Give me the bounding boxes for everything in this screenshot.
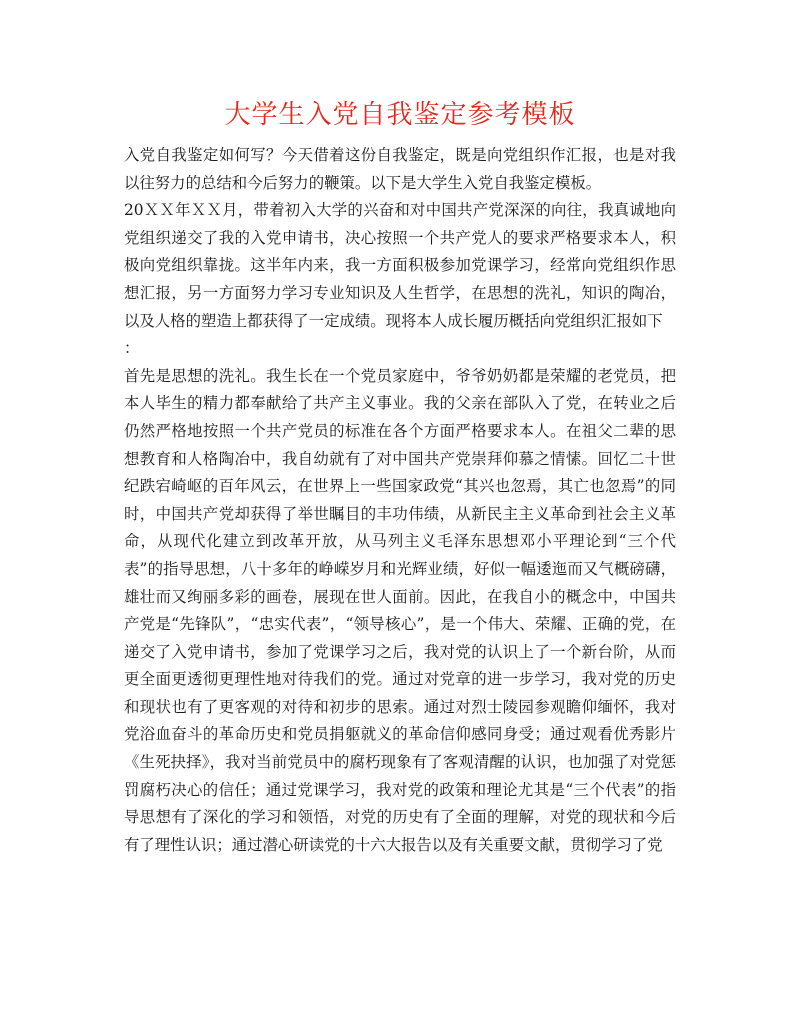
document-title: 大学生入党自我鉴定参考模板 bbox=[224, 100, 576, 130]
intro-paragraph: 入党自我鉴定如何写？今天借着这份自我鉴定，既是向党组织作汇报，也是对我以往努力的总结和今后努力的鞭策。以下是大学生入党自我鉴定模板。 bbox=[124, 146, 676, 192]
document-body bbox=[124, 142, 676, 859]
ideology-paragraph: 首先是思想的洗礼。我生长在一个党员家庭中，爷爷奶奶都是荣耀的老党员，把本人毕生的精力都奉献给了共产主义事业。我的父亲在部队入了党，在转业之后仍然严格地按照一个共产党员的标准在各个方面严格要求本人。在祖父二辈的思想教育和人格陶冶中，我自幼就有了对中国共产党崇拜仰慕之情愫。回忆二十世纪跌宕崎岖的百年风云，在世界上一些国家政党“其兴也忽焉，其亡也忽焉”的同时，中国共产党却获得了举世瞩目的丰功伟绩，从新民主主义革命到社会主义革命，从现代化建立到改革开放，从马列主义毛泽东思想邓小平理论到“三个代表”的指导思想，八十多年的峥嵘岁月和光辉业绩，好似一幅逶迤而又气概磅礴，雄壮而又绚丽多彩的画卷，展现在世人面前。因此，在我自小的概念中，中国共产党是“先锋队”，“忠实代表”，“领导核心”，是一个伟大、荣耀、正确的党，在递交了入党申请书，参加了党课学习之后，我对党的认识上了一个新台阶，从而更全面更透彻更理性地对待我们的党。通过对党章的进一步学习，我对党的历史和现状也有了更客观的对待和初步的思索。通过对烈士陵园参观瞻仰缅怀，我对党浴血奋斗的革命历史和党员捐躯就义的革命信仰感同身受；通过观看优秀影片《生死抉择》，我对当前党员中的腐朽现象有了客观清醒的认识，也加强了对党惩罚腐朽决心的信任；通过党课学习，我对党的政策和理论尤其是“三个代表”的指导思想有了深化的学习和领悟，对党的历史有了全面的理解，对党的现状和今后有了理性认识；通过潜心研读党的十六大报告以及有关重要文献，贯彻学习了党 bbox=[124, 366, 676, 854]
application-paragraph: 20ＸＸ年ＸＸ月，带着初入大学的兴奋和对中国共产党深深的向往，我真诚地向党组织递交了我的入党申请书，决心按照一个共产党人的要求严格要求本人，积极向党组织靠拢。这半年内来，我一方面积极参加党课学习，经常向党组织作思想汇报，另一方面努力学习专业知识及人生哲学，在思想的洗礼，知识的陶冶，以及人格的塑造上都获得了一定成绩。现将本人成长履历概括向党组织汇报如下 bbox=[124, 201, 676, 330]
colon-line: ： bbox=[124, 339, 140, 358]
